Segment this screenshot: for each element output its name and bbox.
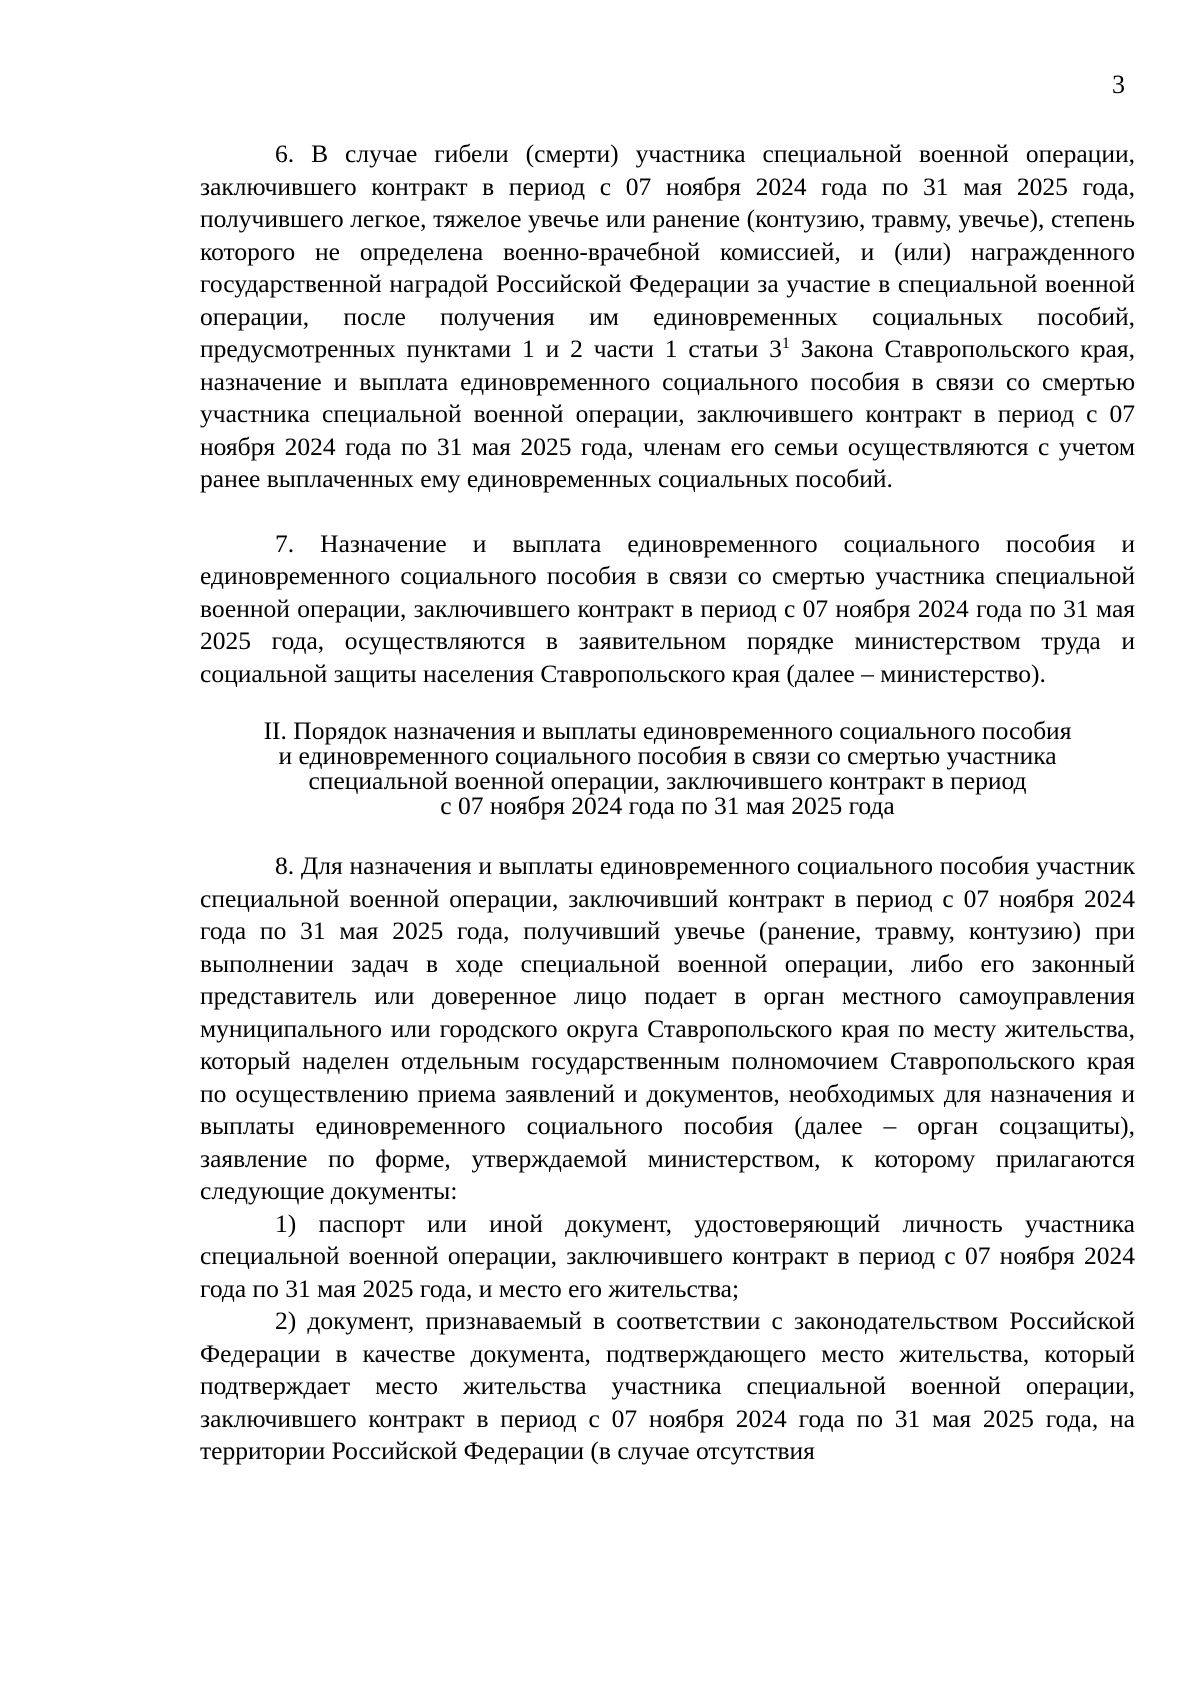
section-heading-line-1: II. Порядок назначения и выплаты единовременного социального пособия bbox=[263, 716, 1072, 745]
superscript-article-number: 1 bbox=[781, 335, 790, 352]
heading-spacer-top bbox=[200, 690, 1135, 718]
section-heading bbox=[200, 718, 1135, 818]
section-heading-line-2: и единовременного социального пособия в связи со смертью участника bbox=[278, 741, 1057, 770]
section-heading-line-4: с 07 ноября 2024 года по 31 мая 2025 года bbox=[440, 791, 895, 820]
paragraph-6-text-end: Закона Ставропольского края, назначение и выплата единовременного социального пособия в связи со смертью участника специальной военной операции, заключившего контракт в период с 07 ноября 2024 года по 31 мая 2025 года, членам его семьи осуществляются с учетом ранее выплаченных ему единовременных социальных пособий. bbox=[200, 334, 1135, 493]
document-body bbox=[200, 138, 1135, 1468]
paragraph-8: 8. Для назначения и выплаты единовременного социального пособия участник специальной военной операции, заключивший контракт в период с 07 ноября 2024 года по 31 мая 2025 года, получивший увечье (ранение, травму, контузию) при выполнении задач в ходе специальной военной операции, либо его законный представитель или доверенное лицо подает в орган местного самоуправления муниципального или городского округа Ставропольского края по месту жительства, который наделен отдельным государственным полномочием Ставропольского края по осуществлению приема заявлений и документов, необходимых для назначения и выплаты единовременного социального пособия (далее – орган соцзащиты), заявление по форме, утверждаемой министерством, к которому прилагаются следующие документы: bbox=[200, 851, 1135, 1205]
section-heading-line-3: специальной военной операции, заключившего контракт в период bbox=[308, 766, 1027, 795]
paragraph-spacer bbox=[200, 496, 1135, 528]
list-item-2: 2) документ, признаваемый в соответствии с законодательством Российской Федерации в качестве документа, подтверждающего место жительства, который подтверждает место жительства участника специальной военной операции, заключившего контракт в период с 07 ноября 2024 года по 31 мая 2025 года, на территории Российской Федерации (в случае отсутствия bbox=[200, 1306, 1135, 1465]
heading-spacer-bottom bbox=[200, 818, 1135, 850]
list-item-1: 1) паспорт или иной документ, удостоверяющий личность участника специальной военной операции, заключившего контракт в период с 07 ноября 2024 года по 31 мая 2025 года, и место его жительства; bbox=[200, 1208, 1135, 1303]
page-number: 3 bbox=[1112, 70, 1125, 99]
paragraph-7: 7. Назначение и выплата единовременного социального пособия и единовременного социального пособия в связи со смертью участника специальной военной операции, заключившего контракт в период с 07 ноября 2024 года по 31 мая 2025 года, осуществляются в заявительном порядке министерством труда и социальной защиты населения Ставропольского края (далее – министерство). bbox=[200, 528, 1135, 688]
paragraph-6 bbox=[200, 138, 1135, 496]
paragraph-6-text-start: 6. В случае гибели (смерти) участника специальной военной операции, заключившего контракт в период с 07 ноября 2024 года по 31 мая 2025 года, получившего легкое, тяжелое увечье или ранение (контузию, травму, увечье), степень которого не определена военно-врачебной комиссией, и (или) награжденного государственной наградой Российской Федерации за участие в специальной военной операции, после получения им единовременных социальных пособий, предусмотренных пунктами 1 и 2 части 1 статьи 3 bbox=[200, 139, 1135, 363]
